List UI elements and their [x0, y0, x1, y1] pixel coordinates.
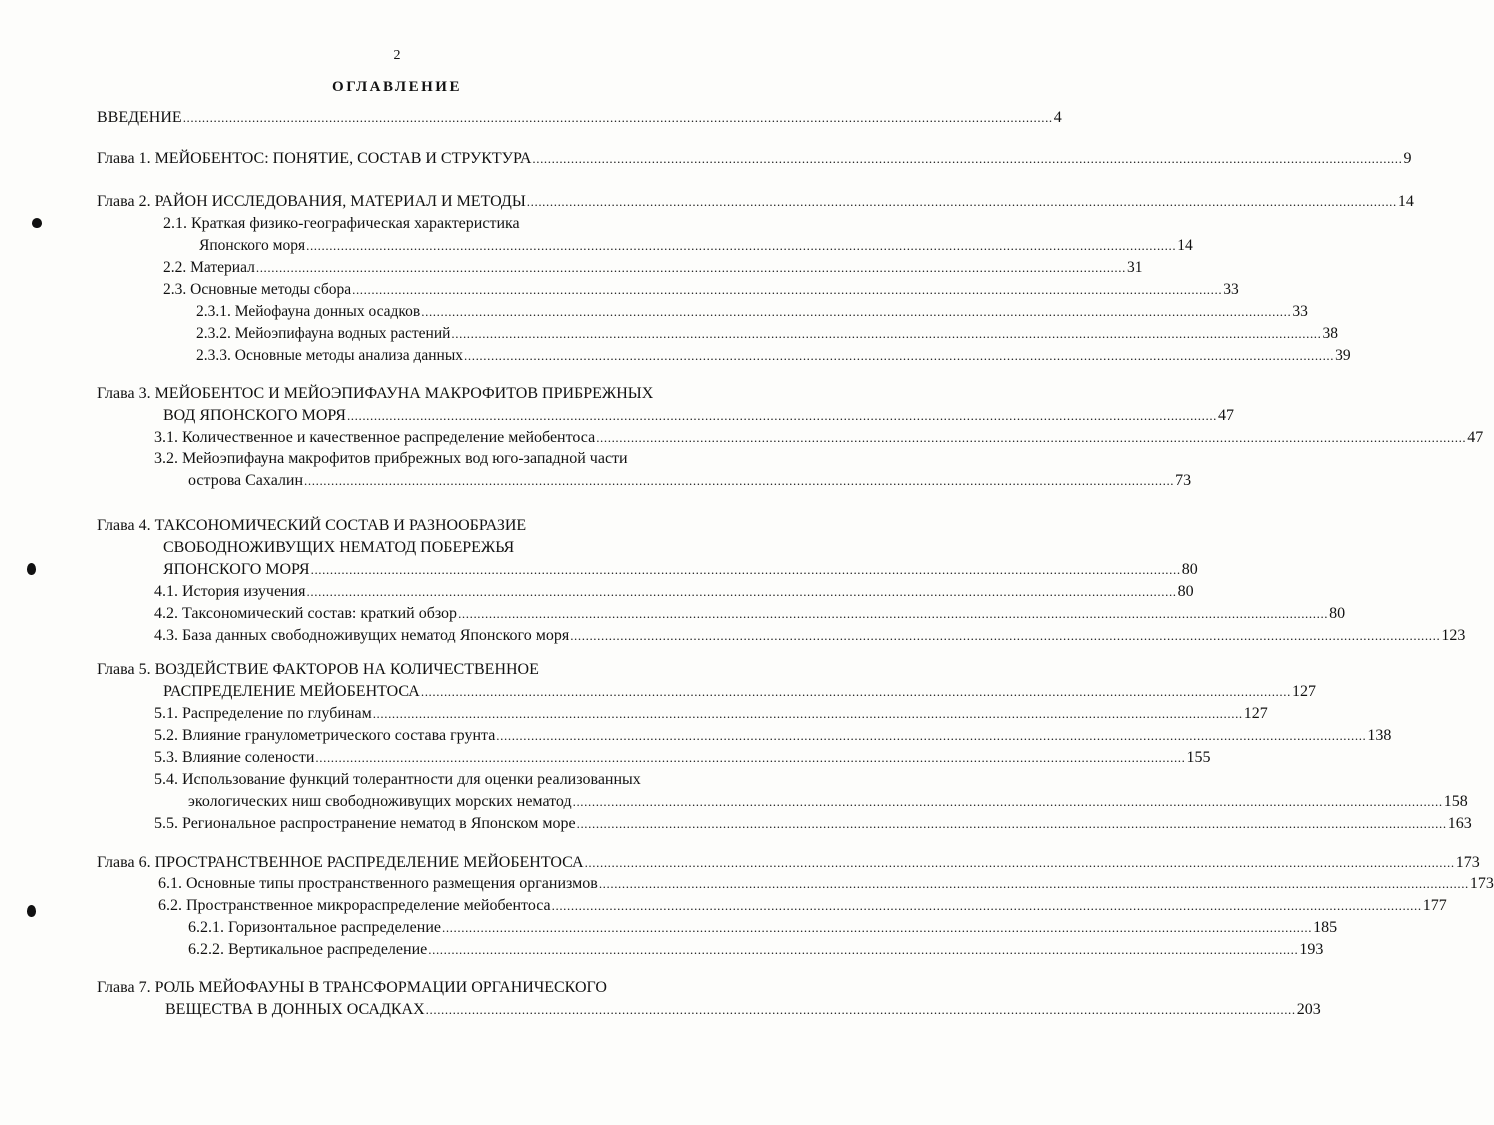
toc-entry-text: 2.3. Основные методы сбора	[163, 281, 352, 298]
dot-leader: ..................................................................................................................................................................................................................................	[315, 750, 1186, 765]
toc-entry-2-1-line-1[interactable]: 2.1. Краткая физико-географическая характеристика	[163, 215, 520, 232]
dot-leader: ..................................................................................................................................................................................................................................	[182, 110, 1053, 125]
dot-leader: ..................................................................................................................................................................................................................................	[526, 194, 1397, 209]
toc-entry-3-2[interactable]	[188, 471, 1192, 491]
toc-entry-text: 2.3.3. Основные методы анализа данных	[196, 347, 464, 364]
toc-entry-page: 47	[1218, 407, 1235, 424]
page-number: 2	[393, 48, 401, 63]
toc-entry-page: 193	[1299, 941, 1324, 958]
toc-entry-5-2[interactable]	[154, 726, 1392, 746]
toc-entry-text: РАСПРЕДЕЛЕНИЕ МЕЙОБЕНТОСА	[163, 683, 420, 700]
toc-entry-text: 6.2. Пространственное микрораспределение мейобентоса	[158, 897, 551, 914]
toc-entry-4-2[interactable]	[154, 604, 1346, 624]
binder-hole-mark	[27, 563, 36, 575]
toc-entry-chapter-2[interactable]	[97, 192, 1414, 212]
toc-entry-2-3-3[interactable]	[196, 346, 1351, 366]
toc-entry-3-2-line-1[interactable]: 3.2. Мейоэпифауна макрофитов прибрежных вод юго-западной части	[154, 450, 628, 467]
toc-entry-text: 5.5. Региональное распространение нематод в Японском море	[154, 815, 576, 832]
toc-entry-text: ВВЕДЕНИЕ	[97, 109, 182, 126]
toc-entry-text: 6.1. Основные типы пространственного размещения организмов	[158, 875, 598, 892]
toc-entry-page: 33	[1223, 281, 1239, 298]
dot-leader: ..................................................................................................................................................................................................................................	[596, 430, 1467, 445]
toc-entry-page: 33	[1292, 303, 1308, 320]
dot-leader: ..................................................................................................................................................................................................................................	[441, 920, 1313, 935]
dot-leader: ..................................................................................................................................................................................................................................	[346, 408, 1218, 423]
toc-entry-text: 2.3.1. Мейофауна донных осадков	[196, 303, 421, 320]
toc-entry-page: 127	[1291, 683, 1316, 700]
toc-entry-6-2-2[interactable]	[188, 940, 1324, 960]
toc-entry-page: 73	[1175, 472, 1192, 489]
toc-entry-text: острова Сахалин	[188, 472, 304, 489]
toc-entry-page: 123	[1441, 627, 1466, 644]
toc-entry-page: 185	[1313, 919, 1338, 936]
toc-entry-text: 4.1. История изучения	[154, 583, 306, 600]
dot-leader: ..................................................................................................................................................................................................................................	[421, 304, 1292, 319]
toc-entry-page: 9	[1403, 150, 1412, 167]
dot-leader: ..................................................................................................................................................................................................................................	[420, 684, 1291, 699]
toc-entry-introduction[interactable]	[97, 108, 1062, 128]
toc-entry-5-3[interactable]	[154, 748, 1211, 768]
toc-entry-6-2[interactable]	[158, 896, 1447, 916]
dot-leader: ..................................................................................................................................................................................................................................	[572, 794, 1443, 809]
dot-leader: ..................................................................................................................................................................................................................................	[464, 348, 1335, 363]
toc-entry-page: 80	[1329, 605, 1346, 622]
toc-entry-2-2[interactable]	[163, 258, 1143, 278]
dot-leader: ..................................................................................................................................................................................................................................	[532, 151, 1403, 166]
toc-entry-text: 2.3.2. Мейоэпифауна водных растений	[196, 325, 451, 342]
toc-entry-chapter-7-line-1[interactable]: Глава 7. РОЛЬ МЕЙОФАУНЫ В ТРАНСФОРМАЦИИ ОРГАНИЧЕСКОГО	[97, 979, 607, 996]
toc-entry-page: 155	[1186, 749, 1211, 766]
toc-entry-text: ЯПОНСКОГО МОРЯ	[163, 561, 310, 578]
toc-entry-text: 5.1. Распределение по глубинам	[154, 705, 372, 722]
dot-leader: ..................................................................................................................................................................................................................................	[352, 282, 1223, 297]
toc-entry-text: 6.2.1. Горизонтальное распределение	[188, 919, 441, 936]
dot-leader: ..................................................................................................................................................................................................................................	[598, 876, 1469, 891]
toc-entry-text: Глава 1. МЕЙОБЕНТОС: ПОНЯТИЕ, СОСТАВ И СТРУКТУРА	[97, 150, 532, 167]
toc-entry-6-2-1[interactable]	[188, 918, 1338, 938]
dot-leader: ..................................................................................................................................................................................................................................	[458, 606, 1329, 621]
dot-leader: ..................................................................................................................................................................................................................................	[551, 898, 1422, 913]
dot-leader: ..................................................................................................................................................................................................................................	[570, 628, 1441, 643]
toc-entry-5-5[interactable]	[154, 814, 1472, 834]
toc-entry-page: 31	[1126, 259, 1143, 276]
dot-leader: ..................................................................................................................................................................................................................................	[255, 260, 1126, 275]
toc-entry-5-4[interactable]	[188, 792, 1468, 812]
toc-entry-text: 4.3. База данных свободноживущих нематод Японского моря	[154, 627, 570, 644]
toc-entry-page: 80	[1181, 561, 1198, 578]
dot-leader: ..................................................................................................................................................................................................................................	[304, 473, 1175, 488]
toc-entry-text: ВЕЩЕСТВА В ДОННЫХ ОСАДКАХ	[165, 1001, 425, 1018]
toc-entry-page: 127	[1243, 705, 1268, 722]
toc-entry-text: 3.1. Количественное и качественное распределение мейобентоса	[154, 429, 596, 446]
toc-entry-page: 158	[1443, 793, 1468, 810]
toc-entry-4-3[interactable]	[154, 626, 1466, 646]
dot-leader: ..................................................................................................................................................................................................................................	[576, 816, 1447, 831]
toc-entry-text: Глава 6. ПРОСТРАНСТВЕННОЕ РАСПРЕДЕЛЕНИЕ МЕЙОБЕНТОСА	[97, 854, 584, 871]
toc-entry-chapter-3[interactable]	[163, 406, 1235, 426]
toc-entry-chapter-4-line-2[interactable]: СВОБОДНОЖИВУЩИХ НЕМАТОД ПОБЕРЕЖЬЯ	[163, 539, 515, 556]
toc-entry-page: 138	[1367, 727, 1392, 744]
toc-entry-2-3-1[interactable]	[196, 302, 1308, 322]
toc-entry-text: 6.2.2. Вертикальное распределение	[188, 941, 428, 958]
toc-entry-page: 38	[1322, 325, 1339, 342]
toc-entry-text: 5.2. Влияние гранулометрического состава грунта	[154, 727, 496, 744]
toc-entry-chapter-4[interactable]	[163, 560, 1198, 580]
toc-entry-4-1[interactable]	[154, 582, 1194, 602]
toc-entry-chapter-7[interactable]	[165, 1000, 1321, 1020]
toc-entry-text: Японского моря	[199, 237, 306, 254]
toc-entry-text: 2.2. Материал	[163, 259, 255, 276]
toc-entry-text: Глава 2. РАЙОН ИССЛЕДОВАНИЯ, МАТЕРИАЛ И МЕТОДЫ	[97, 193, 526, 210]
binder-hole-mark	[27, 905, 36, 917]
toc-entry-text: ВОД ЯПОНСКОГО МОРЯ	[163, 407, 346, 424]
toc-entry-page: 80	[1177, 583, 1194, 600]
dot-leader: ..................................................................................................................................................................................................................................	[306, 584, 1177, 599]
toc-entry-2-3-2[interactable]	[196, 324, 1339, 344]
dot-leader: ..................................................................................................................................................................................................................................	[428, 942, 1299, 957]
toc-entry-chapter-5-line-1[interactable]: Глава 5. ВОЗДЕЙСТВИЕ ФАКТОРОВ НА КОЛИЧЕСТВЕННОЕ	[97, 661, 539, 678]
dot-leader: ..................................................................................................................................................................................................................................	[496, 728, 1367, 743]
toc-entry-5-1[interactable]	[154, 704, 1268, 724]
toc-entry-chapter-5[interactable]	[163, 682, 1316, 702]
toc-entry-page: 177	[1422, 897, 1447, 914]
dot-leader: ..................................................................................................................................................................................................................................	[310, 562, 1181, 577]
toc-entry-6-1[interactable]	[158, 874, 1494, 894]
toc-entry-text: 4.2. Таксономический состав: краткий обзор	[154, 605, 458, 622]
toc-entry-page: 203	[1296, 1001, 1321, 1018]
toc-entry-page: 14	[1177, 237, 1193, 254]
toc-entry-chapter-4-line-1[interactable]: Глава 4. ТАКСОНОМИЧЕСКИЙ СОСТАВ И РАЗНООБРАЗИЕ	[97, 517, 527, 534]
toc-entry-page: 47	[1467, 429, 1484, 446]
toc-entry-text: экологических ниш свободноживущих морских нематод	[188, 793, 572, 810]
toc-entry-chapter-3-line-1[interactable]: Глава 3. МЕЙОБЕНТОС И МЕЙОЭПИФАУНА МАКРОФИТОВ ПРИБРЕЖНЫХ	[97, 385, 654, 402]
toc-entry-page: 163	[1447, 815, 1472, 832]
toc-entry-page: 14	[1397, 193, 1414, 210]
toc-entry-3-1[interactable]	[154, 428, 1484, 448]
toc-entry-2-1[interactable]	[199, 236, 1193, 256]
toc-entry-2-3[interactable]	[163, 280, 1239, 300]
binder-hole-mark	[32, 218, 42, 228]
dot-leader: ..................................................................................................................................................................................................................................	[372, 706, 1243, 721]
toc-entry-page: 173	[1469, 875, 1494, 892]
dot-leader: ..................................................................................................................................................................................................................................	[584, 855, 1455, 870]
toc-entry-text: 5.3. Влияние солености	[154, 749, 315, 766]
toc-entry-chapter-1[interactable]	[97, 149, 1412, 169]
toc-entry-page: 4	[1053, 109, 1062, 126]
toc-entry-page: 39	[1335, 347, 1351, 364]
toc-entry-page: 173	[1455, 854, 1480, 871]
toc-entry-5-4-line-1[interactable]: 5.4. Использование функций толерантности для оценки реализованных	[154, 771, 641, 788]
toc-entry-chapter-6[interactable]	[97, 853, 1480, 873]
dot-leader: ..................................................................................................................................................................................................................................	[451, 326, 1322, 341]
toc-title: ОГЛАВЛЕНИЕ	[332, 79, 462, 95]
dot-leader: ..................................................................................................................................................................................................................................	[306, 238, 1177, 253]
dot-leader: ..................................................................................................................................................................................................................................	[425, 1002, 1296, 1017]
